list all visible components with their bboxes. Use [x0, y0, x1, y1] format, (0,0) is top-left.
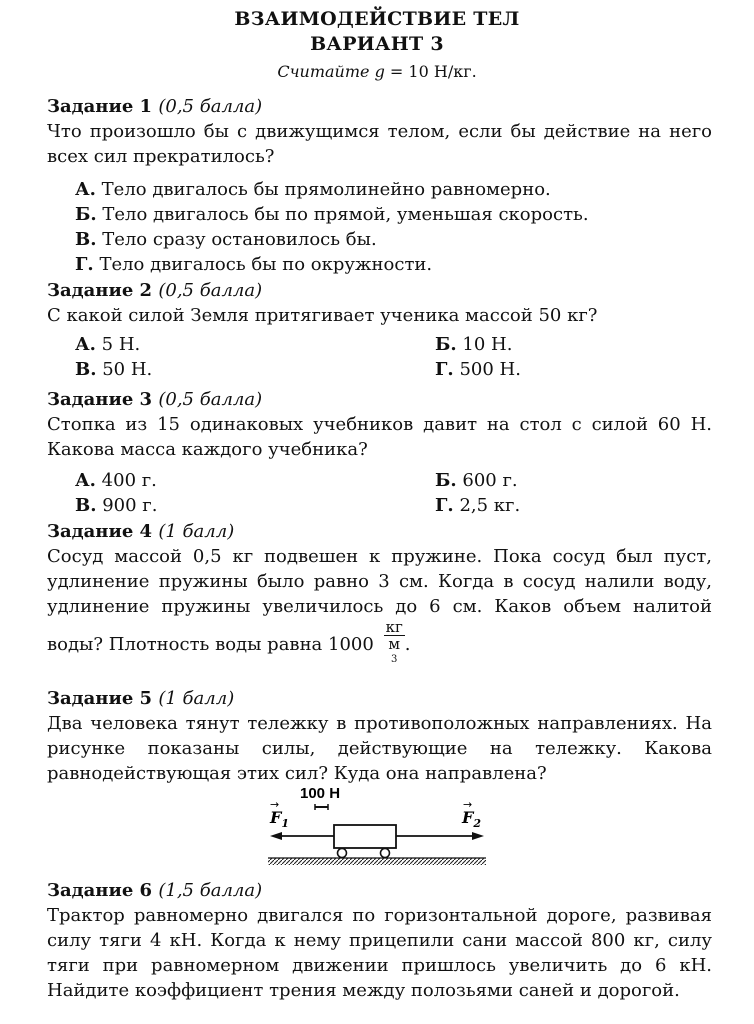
task-1	[47, 94, 712, 277]
task-4-question: Сосуд массой 0,5 кг подвешен к пружине. Пока сосуд был пуст, удлинение пружины было равно 3 см. Когда в сосуд налили воду, удлинение пружины увеличилось до 6 см. Каков объем налитой воды? Плотность воды равна 1000 кг м $^3$ .	[47, 544, 712, 671]
task-3	[47, 387, 712, 518]
cart-body	[334, 825, 396, 848]
task-3-heading: Задание 3 (0,5 балла)	[47, 389, 263, 410]
svg-text:→: →	[463, 798, 473, 811]
svg-text:→: →	[270, 798, 280, 811]
task-1-option: Г. Тело двигалось бы по окружности.	[75, 254, 433, 275]
task-5-heading: Задание 5 (1 балл)	[47, 688, 235, 709]
f1-label: $F_1$	[270, 808, 290, 830]
task-1-question: Что произошло бы с движущимся телом, если бы действие на него всех сил прекратилось?	[47, 121, 712, 167]
task-1-option: Б. Тело двигалось бы по прямой, уменьшая скорость.	[75, 204, 589, 225]
cart-wheel	[338, 849, 347, 858]
task-2-option: В. 50 Н.	[75, 359, 153, 380]
density-unit-fraction: кг м $^3$	[385, 618, 403, 665]
f2-label: $F_2$	[462, 808, 482, 830]
cart-forces-figure	[262, 776, 492, 866]
page-title: ВЗАИМОДЕЙСТВИЕ ТЕЛ	[234, 8, 520, 30]
task-2-option: А. 5 Н.	[75, 334, 141, 355]
task-3-question: Стопка из 15 одинаковых учебников давит на стол с силой 60 Н. Какова масса каждого учебника?	[47, 414, 712, 460]
task-4-heading: Задание 4 (1 балл)	[47, 521, 235, 542]
task-2-question: С какой силой Земля притягивает ученика массой 50 кг?	[47, 305, 598, 326]
task-3-option: В. 900 г.	[75, 495, 158, 516]
task-1-heading: Задание 1 (0,5 балла)	[47, 96, 263, 117]
task-2-options	[47, 332, 712, 382]
task-1-option: В. Тело сразу остановилось бы.	[75, 229, 377, 250]
task-3-option: Г. 2,5 кг.	[435, 495, 521, 516]
cart-wheel	[381, 849, 390, 858]
task-4	[47, 519, 712, 671]
task-6	[47, 878, 712, 1003]
task-2-heading: Задание 2 (0,5 балла)	[47, 280, 263, 301]
task-5-question: Два человека тянут тележку в противоположных направлениях. На рисунке показаны силы, действующие на тележку. Какова равнодействующая этих сил? Куда она направлена?	[47, 713, 712, 784]
task-3-option: А. 400 г.	[75, 470, 157, 491]
task-1-option: А. Тело двигалось бы прямолинейно равномерно.	[75, 179, 551, 200]
ground-surface	[268, 858, 486, 865]
task-2-option: Г. 500 Н.	[435, 359, 521, 380]
task-6-question: Трактор равномерно двигался по горизонтальной дороге, развивая силу тяги 4 кН. Когда к нему прицепили сани массой 800 кг, силу тяги при равномерном движении пришлось увеличить до 6 кН. Найдите коэффициент трения между полозьями саней и дорогой.	[47, 905, 712, 1001]
task-2-option: Б. 10 Н.	[435, 334, 513, 355]
gravity-note: Считайте g = 10 Н/кг.	[277, 62, 477, 81]
task-2	[47, 278, 712, 382]
task-3-option: Б. 600 г.	[435, 470, 518, 491]
scale-label: 100 Н	[300, 785, 341, 802]
task-3-options	[47, 468, 712, 518]
task-5	[47, 686, 712, 786]
task-6-heading: Задание 6 (1,5 балла)	[47, 880, 263, 901]
variant-title: ВАРИАНТ 3	[310, 33, 444, 55]
